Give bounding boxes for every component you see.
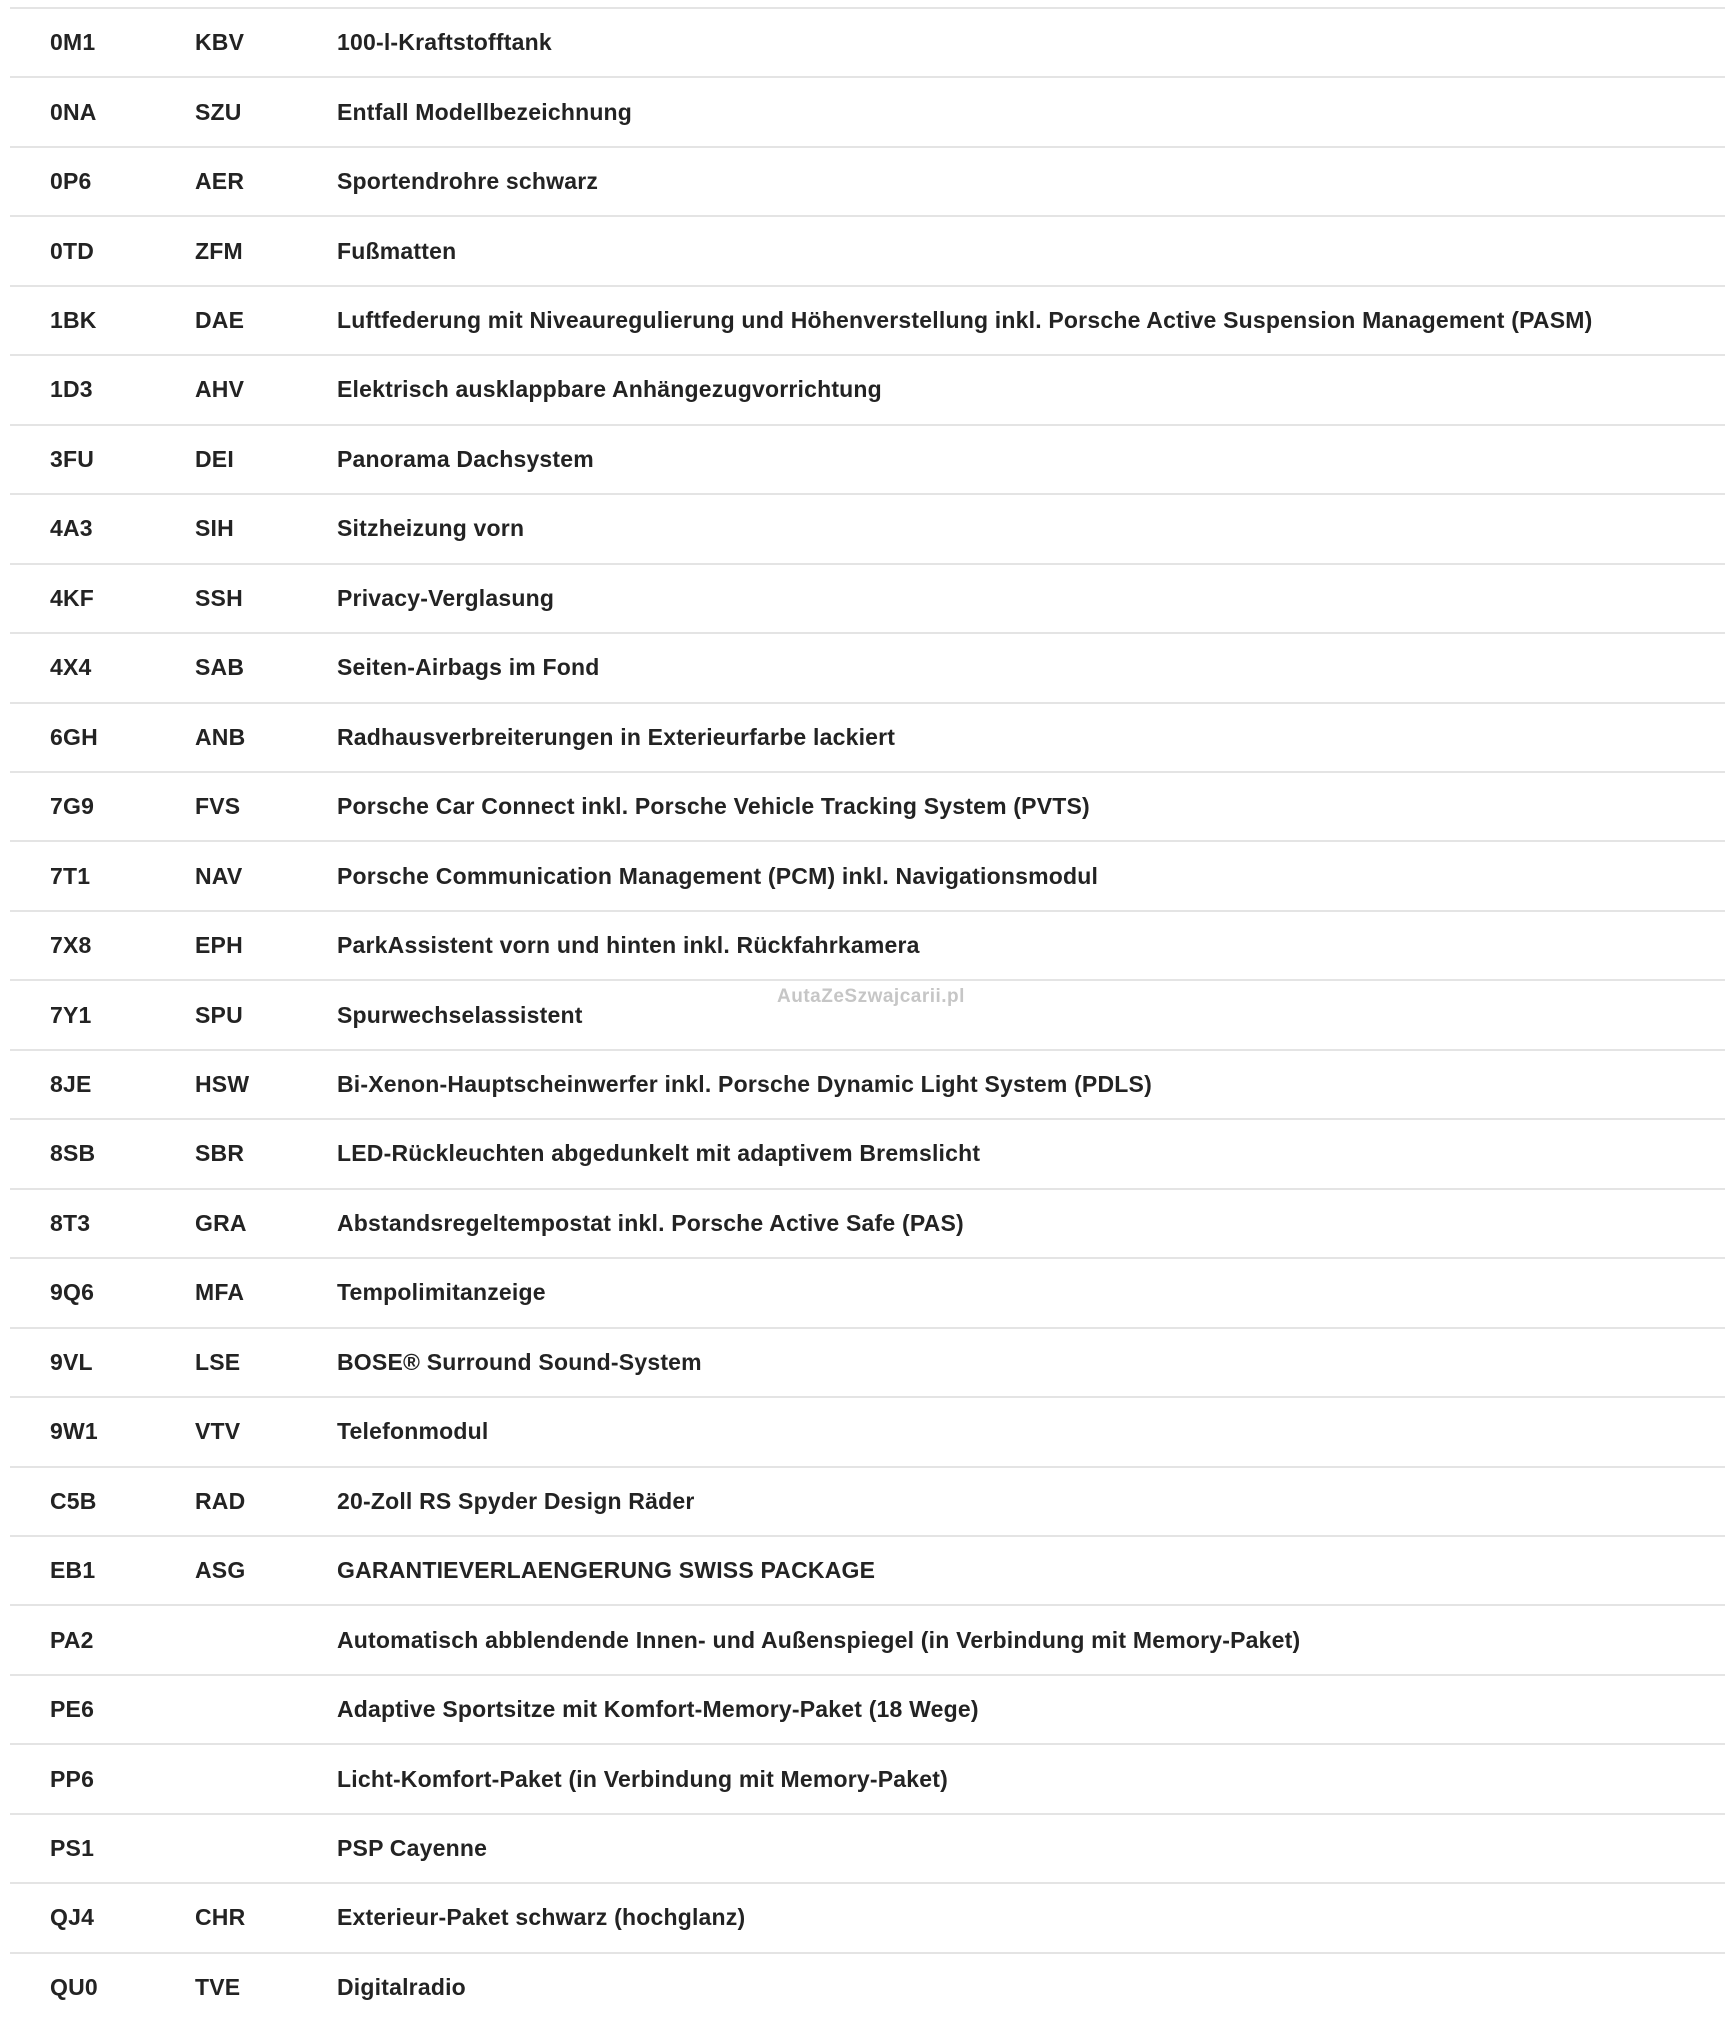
option-family-code: NAV	[195, 862, 243, 889]
option-description: Automatisch abblendende Innen- und Außenspiegel (in Verbindung mit Memory-Paket)	[337, 1626, 1301, 1653]
option-code: PP6	[50, 1765, 95, 1792]
option-code: 1BK	[50, 307, 97, 334]
option-description: Privacy-Verglasung	[337, 584, 555, 611]
option-description: Spurwechselassistent	[337, 1001, 583, 1028]
option-family-code: AER	[195, 168, 245, 195]
option-description: Abstandsregeltempostat inkl. Porsche Active Safe (PAS)	[337, 1209, 964, 1236]
option-description: Seiten-Airbags im Fond	[337, 654, 600, 681]
options-table	[0, 7, 1725, 2021]
table-row	[10, 1327, 1725, 1396]
table-row	[10, 1466, 1725, 1535]
option-code: 9W1	[50, 1418, 98, 1445]
table-row	[10, 1604, 1725, 1673]
option-code: 7X8	[50, 932, 92, 959]
table-row	[10, 1882, 1725, 1951]
option-description: Adaptive Sportsitze mit Komfort-Memory-Paket (18 Wege)	[337, 1696, 979, 1723]
table-row	[10, 1743, 1725, 1812]
option-description: Porsche Communication Management (PCM) inkl. Navigationsmodul	[337, 862, 1099, 889]
option-code: 0TD	[50, 237, 95, 264]
table-row	[10, 1188, 1725, 1257]
table-row	[10, 1396, 1725, 1465]
option-description: Digitalradio	[337, 1973, 466, 2000]
option-code: 8T3	[50, 1209, 91, 1236]
option-family-code: EPH	[195, 932, 243, 959]
option-family-code: TVE	[195, 1973, 241, 2000]
option-family-code: RAD	[195, 1487, 246, 1514]
option-family-code: DAE	[195, 307, 245, 334]
option-code: 0NA	[50, 98, 97, 125]
table-row	[10, 1049, 1725, 1118]
option-code: 4A3	[50, 515, 93, 542]
watermark: AutaZeSzwajcarii.pl	[777, 986, 965, 1007]
option-description: ParkAssistent vorn und hinten inkl. Rückfahrkamera	[337, 932, 920, 959]
table-row	[10, 1535, 1725, 1604]
option-family-code: ASG	[195, 1557, 246, 1584]
option-family-code: SAB	[195, 654, 245, 681]
option-code: 0P6	[50, 168, 92, 195]
table-row	[10, 910, 1725, 979]
option-code: QJ4	[50, 1904, 95, 1931]
option-code: PE6	[50, 1696, 95, 1723]
option-description: Telefonmodul	[337, 1418, 489, 1445]
option-description: Porsche Car Connect inkl. Porsche Vehicle Tracking System (PVTS)	[337, 793, 1090, 820]
option-code: 8JE	[50, 1071, 92, 1098]
table-row	[10, 354, 1725, 423]
table-row	[10, 493, 1725, 562]
table-row	[10, 702, 1725, 771]
option-family-code: SPU	[195, 1001, 243, 1028]
option-description: PSP Cayenne	[337, 1835, 488, 1861]
option-description: Bi-Xenon-Hauptscheinwerfer inkl. Porsche Dynamic Light System (PDLS)	[337, 1071, 1152, 1098]
option-code: 0M1	[50, 29, 96, 56]
table-row	[10, 1952, 1725, 2021]
option-description: BOSE® Surround Sound-System	[337, 1348, 702, 1375]
option-code: 3FU	[50, 445, 95, 472]
option-description: Radhausverbreiterungen in Exterieurfarbe lackiert	[337, 723, 896, 750]
option-code: PA2	[50, 1626, 94, 1653]
table-row	[10, 1813, 1725, 1882]
option-description: Panorama Dachsystem	[337, 445, 594, 472]
option-description: Licht-Komfort-Paket (in Verbindung mit Memory-Paket)	[337, 1765, 949, 1792]
option-code: 9Q6	[50, 1279, 95, 1306]
option-description: Elektrisch ausklappbare Anhängezugvorrichtung	[337, 376, 882, 403]
table-row	[10, 979, 1725, 1048]
option-family-code: SSH	[195, 584, 243, 611]
option-code: 7G9	[50, 793, 95, 820]
option-family-code: MFA	[195, 1279, 245, 1306]
option-family-code: ANB	[195, 723, 246, 750]
option-family-code: VTV	[195, 1418, 241, 1445]
table-row	[10, 215, 1725, 284]
table-row	[10, 424, 1725, 493]
table-row	[10, 146, 1725, 215]
table-row	[10, 771, 1725, 840]
table-row	[10, 1674, 1725, 1743]
option-code: 8SB	[50, 1140, 96, 1167]
option-family-code: SIH	[195, 515, 234, 542]
option-family-code: FVS	[195, 793, 241, 820]
option-description: Fußmatten	[337, 237, 457, 264]
option-code: 4KF	[50, 584, 95, 611]
option-code: EB1	[50, 1557, 96, 1584]
option-code: 1D3	[50, 376, 93, 403]
table-row	[10, 840, 1725, 909]
table-row	[10, 285, 1725, 354]
option-description: Entfall Modellbezeichnung	[337, 98, 633, 125]
option-family-code: KBV	[195, 29, 245, 56]
option-description: Luftfederung mit Niveauregulierung und Höhenverstellung inkl. Porsche Active Suspension Management (PASM)	[337, 307, 1593, 334]
option-description: 20-Zoll RS Spyder Design Räder	[337, 1487, 695, 1514]
table-row	[10, 1257, 1725, 1326]
option-family-code: ZFM	[195, 237, 243, 264]
table-row	[10, 632, 1725, 701]
option-family-code: DEI	[195, 445, 234, 472]
table-row	[10, 7, 1725, 76]
option-description: Tempolimitanzeige	[337, 1279, 546, 1306]
option-description: LED-Rückleuchten abgedunkelt mit adaptivem Bremslicht	[337, 1140, 981, 1167]
table-row	[10, 563, 1725, 632]
table-row	[10, 1118, 1725, 1187]
option-family-code: SZU	[195, 98, 242, 125]
table-row	[10, 76, 1725, 145]
option-code: QU0	[50, 1973, 98, 2000]
option-code: 4X4	[50, 654, 92, 681]
option-code: 9VL	[50, 1348, 93, 1375]
option-code: 7Y1	[50, 1001, 92, 1028]
option-family-code: SBR	[195, 1140, 245, 1167]
option-description: Sportendrohre schwarz	[337, 168, 599, 195]
option-code: 7T1	[50, 862, 91, 889]
option-description: GARANTIEVERLAENGERUNG SWISS PACKAGE	[337, 1557, 876, 1584]
option-description: Sitzheizung vorn	[337, 515, 525, 542]
option-family-code: CHR	[195, 1904, 246, 1931]
option-code: C5B	[50, 1487, 97, 1514]
option-family-code: GRA	[195, 1209, 247, 1236]
option-description: Exterieur-Paket schwarz (hochglanz)	[337, 1904, 746, 1931]
option-code: PS1	[50, 1835, 95, 1861]
option-family-code: AHV	[195, 376, 245, 403]
option-family-code: HSW	[195, 1071, 250, 1098]
option-description: 100-l-Kraftstofftank	[337, 29, 552, 56]
option-family-code: LSE	[195, 1348, 241, 1375]
option-code: 6GH	[50, 723, 98, 750]
